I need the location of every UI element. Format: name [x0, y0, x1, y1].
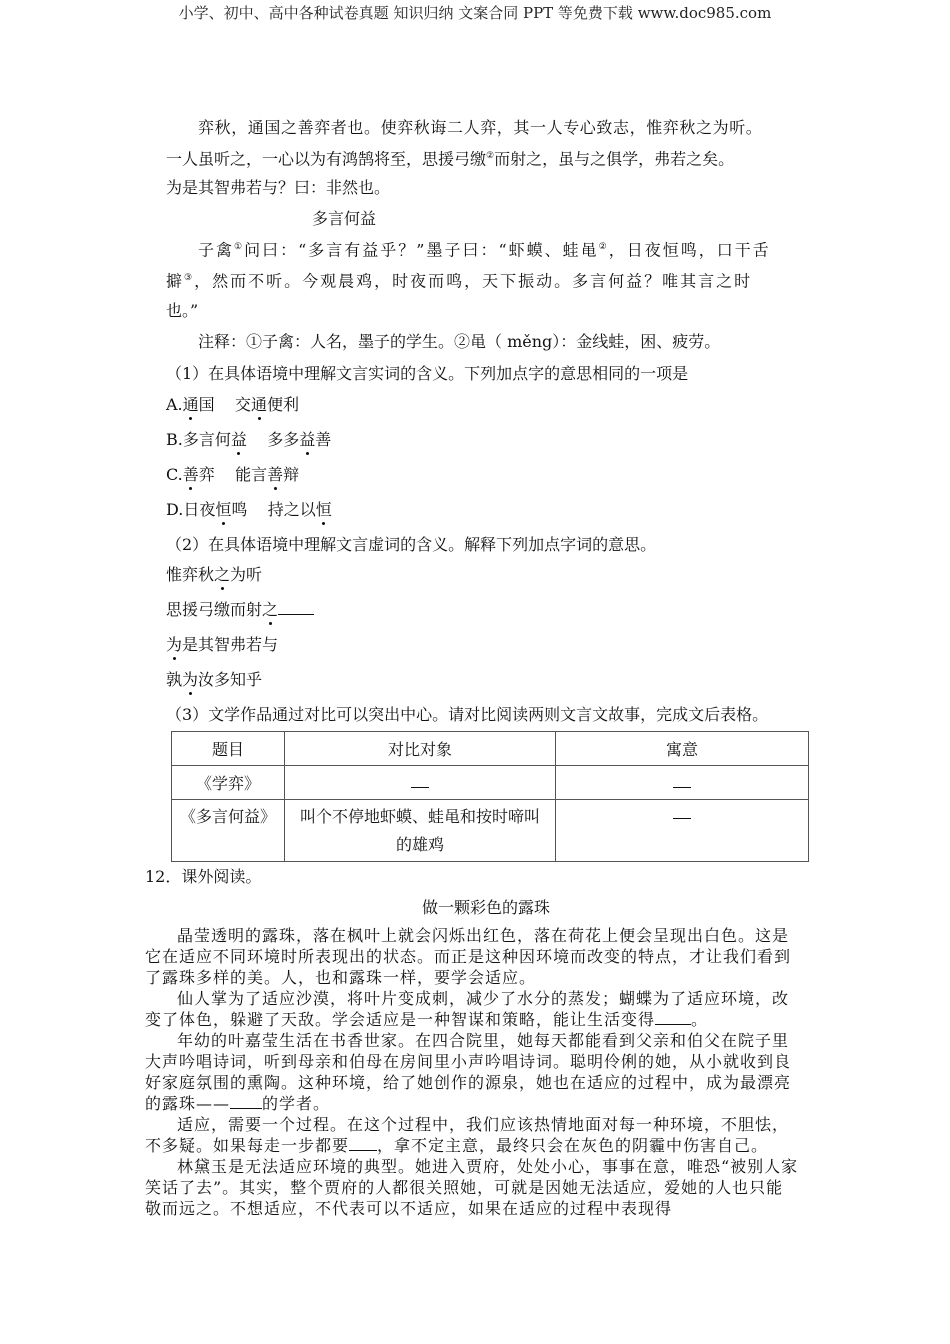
- table-header: 对比对象: [285, 732, 556, 766]
- duoyan-line-3: 也。”: [166, 300, 199, 320]
- q2-stem: （2）在具体语境中理解文言虚词的含义。解释下列加点字词的意思。: [166, 535, 657, 554]
- q2-item-3: 为是其智弗若与: [166, 632, 278, 655]
- table-cell[interactable]: [556, 766, 809, 800]
- xueyi-line-3: 为是其智弗若与？曰：非然也。: [166, 178, 391, 198]
- answer-blank[interactable]: [655, 1010, 691, 1025]
- table-cell[interactable]: [556, 800, 809, 862]
- q1-stem: （1）在具体语境中理解文言实词的含义。下列加点字的意思相同的一项是: [166, 364, 689, 383]
- table-row: [172, 800, 809, 862]
- q1-option-c: C.善弈 能言善辩: [166, 462, 299, 485]
- article-title: 做一颗彩色的露珠: [422, 898, 551, 917]
- xueyi-passage: [166, 113, 836, 202]
- table-header: 寓意: [556, 732, 809, 766]
- duoyan-line-2: 擗③，然而不听。今观晨鸡，时夜而鸣，天下振动。多言何益？唯其言之时: [166, 271, 753, 291]
- table-header-row: [172, 732, 809, 766]
- table-header: 题目: [172, 732, 285, 766]
- duoyan-notes: 注释：①子禽：人名，墨子的学生。②黾（ měng）：金线蛙，困、疲劳。: [198, 332, 721, 351]
- answer-blank[interactable]: [349, 1136, 377, 1151]
- answer-blank[interactable]: [278, 600, 314, 615]
- answer-blank[interactable]: [673, 773, 691, 788]
- table-cell: 叫个不停地虾蟆、蛙黾和按时啼叫的雄鸡: [285, 800, 556, 862]
- article-para-1: 晶莹透明的露珠，落在枫叶上就会闪烁出红色，落在荷花上便会呈现出白色。这是它在适应不同环境时所表现出的状态。而正是这种因环境而改变的特点，才让我们看到了露珠多样的美。人，也和露珠一样，要学会适应。: [145, 926, 792, 987]
- page-header: 小学、初中、高中各种试卷真题 知识归纳 文案合同 PPT 等免费下载 www.doc985.com: [178, 4, 772, 22]
- table-row: [172, 766, 809, 800]
- table-cell: 《多言何益》: [172, 800, 285, 862]
- q1-option-d: D.日夜恒鸣 持之以恒: [166, 497, 332, 520]
- q12-label: 12．课外阅读。: [145, 867, 262, 886]
- xueyi-line-1: 弈秋，通国之善弈者也。使弈秋诲二人弈，其一人专心致志，惟弈秋之为听。: [198, 118, 763, 137]
- article-para-3: 年幼的叶嘉莹生活在书香世家。在四合院里，她每天都能看到父亲和伯父在院子里大声吟唱诗词，听到母亲和伯母在房间里小声吟唱诗词。聪明伶俐的她，从小就收到良好家庭氛围的熏陶。这种环境，给了她创作的源泉，她也在适应的过程中，成为最漂亮的露珠—— 的学者。: [145, 1031, 792, 1113]
- duoyan-passage: [166, 233, 811, 325]
- q2-item-4: 孰为汝多知乎: [166, 667, 262, 690]
- table-cell: 《学弈》: [172, 766, 285, 800]
- q3-stem: （3）文学作品通过对比可以突出中心。请对比阅读两则文言文故事，完成文后表格。: [166, 705, 769, 724]
- answer-blank[interactable]: [411, 773, 429, 788]
- answer-blank[interactable]: [230, 1094, 262, 1109]
- q1-option-b: B.多言何益 多多益善: [166, 427, 331, 450]
- article-body: [145, 925, 800, 1219]
- q2-item-2: 思援弓缴而射之: [166, 597, 314, 620]
- duoyan-title: 多言何益: [312, 209, 377, 228]
- duoyan-line-1: 子禽①问曰：“多言有益乎？”墨子曰：“虾蟆、蛙黾②，日夜恒鸣，口干舌: [198, 240, 771, 260]
- comparison-table: [171, 731, 809, 862]
- q1-option-a: A.通国 交通便利: [166, 392, 299, 415]
- xueyi-line-2: 一人虽听之，一心以为有鸿鹄将至，思援弓缴②而射之，虽与之俱学，弗若之矣。: [166, 149, 735, 169]
- article-para-5: 林黛玉是无法适应环境的典型。她进入贾府，处处小心，事事在意，唯恐“被别人家笑话了去”。其实，整个贾府的人都很关照她，可就是因她无法适应，爱她的人也只能敬而远之。不想适应，不代表可以不适应，如果在适应的过程中表现得: [145, 1157, 799, 1218]
- answer-blank[interactable]: [673, 804, 691, 819]
- article-para-4: 适应，需要一个过程。在这个过程中，我们应该热情地面对每一种环境，不胆怯，不多疑。如果每走一步都要 ，拿不定主意，最终只会在灰色的阴霾中伤害自己。: [145, 1115, 790, 1155]
- article-para-2: 仙人掌为了适应沙漠，将叶片变成刺，减少了水分的蒸发；蝴蝶为了适应环境，改变了体色，躲避了天敌。学会适应是一种智谋和策略，能让生活变得 。: [145, 989, 790, 1029]
- table-cell[interactable]: [285, 766, 556, 800]
- q2-item-1: 惟弈秋之为听: [166, 562, 262, 585]
